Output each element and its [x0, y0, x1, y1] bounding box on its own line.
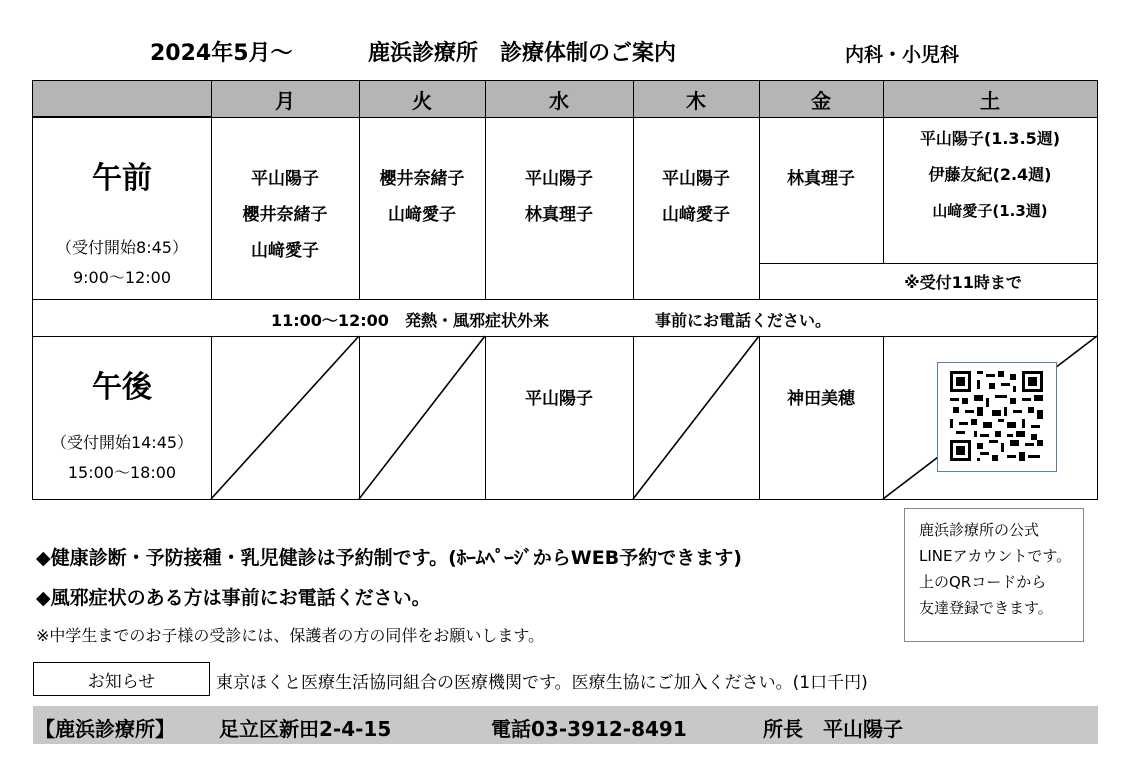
footer-bar: [33, 706, 1098, 744]
doctor-name: 林真理子: [525, 205, 593, 225]
doctor-name: 山﨑愛子: [251, 241, 319, 261]
notice-label: お知らせ: [33, 662, 210, 696]
footer-address: 足立区新田2-4-15: [219, 717, 392, 741]
doctor-name: 伊藤友紀(2.4週): [928, 165, 1052, 184]
day-header-fri: 金: [759, 81, 883, 117]
doctor-name: 神田美穂: [787, 389, 855, 409]
doctor-name: 山﨑愛子(1.3週): [932, 202, 1048, 220]
doctor-name: 平山陽子: [662, 169, 730, 189]
note-call-ahead: ◆風邪症状のある方は事前にお電話ください。: [36, 587, 431, 609]
morning-label: 午前: [92, 161, 152, 196]
schedule-table: [32, 80, 1098, 500]
doctor-name: 平山陽子: [251, 169, 319, 189]
day-header-mon: 月: [211, 81, 359, 117]
morning-hours: 9:00～12:00: [72, 268, 172, 287]
qr-code-icon: [938, 363, 1055, 470]
morning-reception: （受付開始8:45）: [56, 238, 188, 257]
day-header-wed: 水: [485, 81, 633, 117]
note-guardian: ※中学生までのお子様の受診には、保護者の方の同伴をお願いします。: [36, 626, 545, 645]
notice-text: 東京ほくと医療生活協同組合の医療機関です。医療生協にご加入ください。(1口千円): [216, 673, 868, 693]
doctor-name: 平山陽子: [525, 169, 593, 189]
day-header-thu: 木: [633, 81, 759, 117]
doctor-name: 櫻井奈緒子: [379, 169, 465, 189]
closed-slash-tue: [359, 336, 485, 499]
line-box-text: LINEアカウントです。: [919, 547, 1072, 565]
footer-director: 所長 平山陽子: [763, 717, 903, 741]
footer-phone: 電話03-3912-8491: [491, 717, 687, 741]
line-box-text: 友達登録できます。: [919, 599, 1053, 617]
closed-slash-thu: [633, 336, 759, 499]
line-qr-code[interactable]: [937, 362, 1057, 472]
reception-note-text: ※受付11時まで: [904, 273, 1022, 292]
doctor-name: 平山陽子: [525, 389, 593, 409]
doctor-name: 山﨑愛子: [388, 205, 456, 225]
doctor-name: 櫻井奈緒子: [242, 205, 328, 225]
afternoon-label: 午後: [92, 370, 152, 405]
line-box-text: 上のQRコードから: [919, 573, 1047, 591]
departments: 内科・小児科: [845, 44, 960, 66]
doctor-name: 平山陽子(1.3.5週): [919, 129, 1061, 148]
fever-note: 事前にお電話ください。: [655, 311, 832, 330]
day-header-tue: 火: [359, 81, 485, 117]
note-reservation: ◆健康診断・予防接種・乳児健診は予約制です。(ﾎｰﾑﾍﾟｰｼﾞからWEB予約できます): [36, 547, 742, 569]
title-date: 2024年5月～: [150, 41, 293, 66]
fever-label: 発熱・風邪症状外来: [405, 311, 550, 330]
afternoon-reception: （受付開始14:45）: [50, 433, 194, 452]
doctor-name: 林真理子: [787, 169, 855, 189]
fever-time: 11:00～12:00: [271, 311, 389, 330]
closed-slash-mon: [211, 336, 359, 499]
line-box-text: 鹿浜診療所の公式: [919, 521, 1040, 539]
line-account-box: [904, 508, 1084, 642]
day-header-sat: 土: [883, 81, 1097, 117]
afternoon-hours: 15:00～18:00: [67, 463, 177, 482]
footer-clinic-name: 【鹿浜診療所】: [35, 717, 175, 741]
doctor-name: 山﨑愛子: [662, 205, 730, 225]
page-title: 鹿浜診療所 診療体制のご案内: [368, 41, 677, 66]
